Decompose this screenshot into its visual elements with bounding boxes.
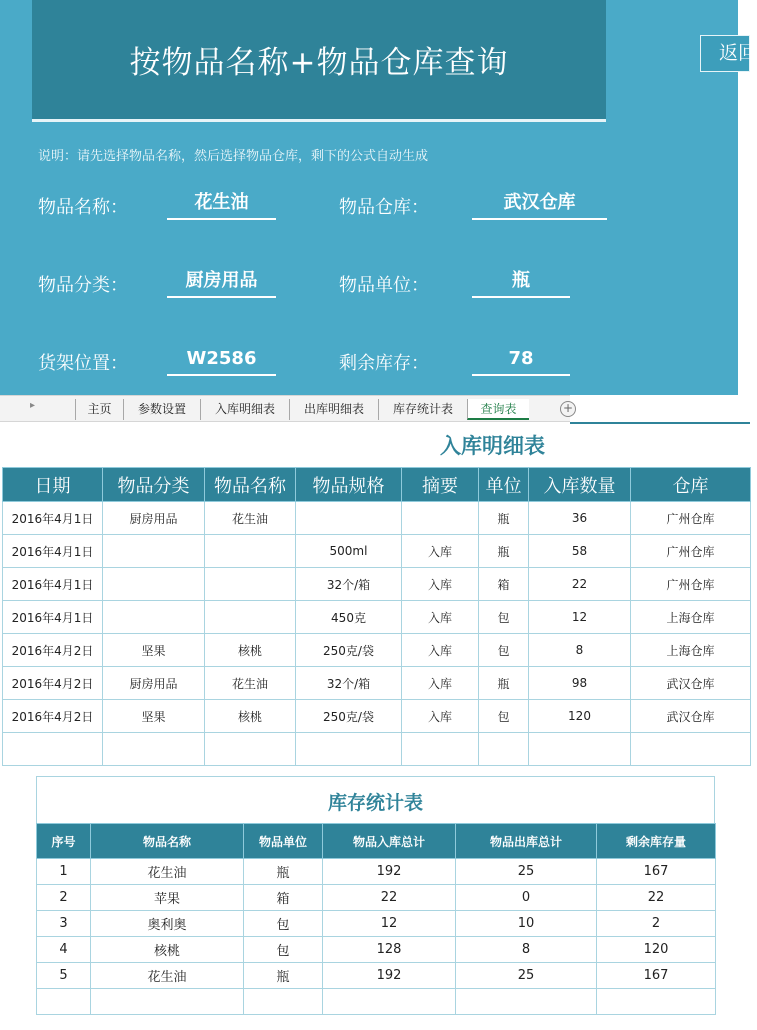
page-title: 按物品名称+物品仓库查询 <box>129 45 509 81</box>
stock-cell[interactable]: 128 <box>323 937 456 963</box>
stock-summary-table <box>36 823 716 1015</box>
inbound-cell[interactable]: 花生油 <box>205 667 296 700</box>
stock-cell[interactable]: 3 <box>37 911 91 937</box>
stock-cell[interactable]: 苹果 <box>91 885 244 911</box>
stock-cell[interactable]: 25 <box>456 859 597 885</box>
inbound-cell[interactable] <box>103 535 205 568</box>
stock-cell[interactable]: 22 <box>323 885 456 911</box>
inbound-header-cell: 摘要 <box>402 468 479 502</box>
inbound-cell[interactable] <box>296 502 402 535</box>
stock-cell[interactable]: 瓶 <box>244 859 323 885</box>
inbound-cell[interactable]: 2016年4月2日 <box>3 700 103 733</box>
inbound-header-cell: 物品规格 <box>296 468 402 502</box>
tab-scroll-icon[interactable]: ▸ <box>30 400 36 411</box>
inbound-cell[interactable] <box>205 733 296 766</box>
add-sheet-icon[interactable]: + <box>560 401 576 417</box>
inbound-cell[interactable]: 箱 <box>479 568 529 601</box>
inbound-cell[interactable]: 2016年4月1日 <box>3 502 103 535</box>
inbound-cell[interactable]: 上海仓库 <box>631 634 751 667</box>
stock-cell[interactable] <box>37 989 91 1015</box>
item-name-label: 物品名称： <box>38 197 128 218</box>
inbound-cell[interactable] <box>529 733 631 766</box>
item-name-value[interactable]: 花生油 <box>167 190 276 220</box>
inbound-cell[interactable]: 入库 <box>402 535 479 568</box>
stock-cell[interactable]: 5 <box>37 963 91 989</box>
inbound-cell[interactable]: 2016年4月2日 <box>3 667 103 700</box>
inbound-table <box>2 467 751 766</box>
inbound-cell[interactable]: 入库 <box>402 700 479 733</box>
stock-cell[interactable]: 1 <box>37 859 91 885</box>
inbound-cell[interactable]: 包 <box>479 700 529 733</box>
shelf-label: 货架位置： <box>38 353 128 374</box>
stock-header-cell: 物品入库总计 <box>323 824 456 859</box>
inbound-cell[interactable]: 武汉仓库 <box>631 700 751 733</box>
inbound-cell[interactable]: 花生油 <box>205 502 296 535</box>
inbound-header-row <box>3 468 751 502</box>
inbound-cell[interactable]: 上海仓库 <box>631 601 751 634</box>
table-row <box>3 535 751 568</box>
inbound-header-cell: 入库数量 <box>529 468 631 502</box>
inbound-cell[interactable]: 厨房用品 <box>103 667 205 700</box>
inbound-header-cell: 物品名称 <box>205 468 296 502</box>
stock-cell[interactable]: 包 <box>244 937 323 963</box>
sheet-tab-bar <box>0 395 574 422</box>
inbound-cell[interactable]: 12 <box>529 601 631 634</box>
inbound-cell[interactable]: 500ml <box>296 535 402 568</box>
stock-header-cell: 序号 <box>37 824 91 859</box>
stock-cell[interactable]: 2 <box>597 911 716 937</box>
category-label: 物品分类： <box>38 275 128 296</box>
stock-cell[interactable]: 4 <box>37 937 91 963</box>
inbound-cell[interactable]: 核桃 <box>205 634 296 667</box>
tab-outbound-detail[interactable]: 出库明细表 <box>289 399 378 420</box>
stock-header-cell: 物品名称 <box>91 824 244 859</box>
inbound-cell[interactable] <box>205 535 296 568</box>
inbound-cell[interactable]: 厨房用品 <box>103 502 205 535</box>
inbound-cell[interactable]: 32个/箱 <box>296 667 402 700</box>
inbound-cell[interactable] <box>103 568 205 601</box>
warehouse-value[interactable]: 武汉仓库 <box>472 190 607 220</box>
stock-body <box>37 859 716 1015</box>
stock-header-cell: 物品单位 <box>244 824 323 859</box>
stock-cell[interactable]: 192 <box>323 963 456 989</box>
stock-cell[interactable]: 花生油 <box>91 963 244 989</box>
stock-cell[interactable]: 瓶 <box>244 963 323 989</box>
inbound-cell[interactable]: 250克/袋 <box>296 700 402 733</box>
stock-cell[interactable]: 奥利奥 <box>91 911 244 937</box>
inbound-header-cell: 仓库 <box>631 468 751 502</box>
inbound-cell[interactable]: 武汉仓库 <box>631 667 751 700</box>
inbound-cell[interactable]: 坚果 <box>103 634 205 667</box>
stock-cell[interactable]: 25 <box>456 963 597 989</box>
table-row <box>3 634 751 667</box>
unit-label: 物品单位： <box>339 275 429 296</box>
inbound-cell[interactable]: 8 <box>529 634 631 667</box>
table-row <box>3 700 751 733</box>
inbound-header-cell: 物品分类 <box>103 468 205 502</box>
inbound-cell[interactable]: 98 <box>529 667 631 700</box>
stock-cell[interactable]: 8 <box>456 937 597 963</box>
inbound-header-cell: 日期 <box>3 468 103 502</box>
inbound-table-title: 入库明细表 <box>440 434 545 458</box>
stock-header-cell: 物品出库总计 <box>456 824 597 859</box>
tab-home[interactable]: 主页 <box>75 399 123 420</box>
inbound-header-cell: 单位 <box>479 468 529 502</box>
table-row <box>37 989 716 1015</box>
stock-cell[interactable] <box>244 989 323 1015</box>
stock-cell[interactable] <box>597 989 716 1015</box>
stock-header-cell: 剩余库存量 <box>597 824 716 859</box>
stock-cell[interactable] <box>323 989 456 1015</box>
unit-value: 瓶 <box>472 268 570 298</box>
stock-cell[interactable]: 2 <box>37 885 91 911</box>
stock-summary-title: 库存统计表 <box>327 792 423 814</box>
inbound-cell[interactable]: 入库 <box>402 634 479 667</box>
inbound-cell[interactable]: 入库 <box>402 568 479 601</box>
tab-inbound-detail[interactable]: 入库明细表 <box>200 399 289 420</box>
table-row <box>37 963 716 989</box>
table-row <box>3 601 751 634</box>
stock-cell[interactable]: 120 <box>597 937 716 963</box>
table-row <box>3 568 751 601</box>
category-value: 厨房用品 <box>167 268 276 298</box>
tab-query[interactable]: 查询表 <box>467 399 529 420</box>
inbound-cell[interactable]: 58 <box>529 535 631 568</box>
stock-cell[interactable]: 22 <box>597 885 716 911</box>
inbound-cell[interactable]: 包 <box>479 601 529 634</box>
tab-stock-summary[interactable]: 库存统计表 <box>378 399 467 420</box>
table-row <box>37 937 716 963</box>
stock-cell[interactable]: 192 <box>323 859 456 885</box>
inbound-cell[interactable]: 广州仓库 <box>631 535 751 568</box>
inbound-cell[interactable]: 32个/箱 <box>296 568 402 601</box>
inbound-cell[interactable] <box>631 733 751 766</box>
stock-cell[interactable]: 12 <box>323 911 456 937</box>
inbound-cell[interactable] <box>402 733 479 766</box>
table-row <box>3 502 751 535</box>
stock-cell[interactable]: 167 <box>597 859 716 885</box>
warehouse-label: 物品仓库： <box>339 197 429 218</box>
inbound-cell[interactable] <box>103 733 205 766</box>
inbound-cell[interactable]: 坚果 <box>103 700 205 733</box>
table-row <box>37 911 716 937</box>
inbound-cell[interactable] <box>205 601 296 634</box>
inbound-cell[interactable]: 核桃 <box>205 700 296 733</box>
inbound-cell[interactable]: 250克/袋 <box>296 634 402 667</box>
inbound-cell[interactable]: 2016年4月1日 <box>3 568 103 601</box>
table-row <box>37 885 716 911</box>
inbound-cell[interactable]: 瓶 <box>479 535 529 568</box>
query-panel <box>0 0 738 395</box>
stock-cell[interactable]: 包 <box>244 911 323 937</box>
inbound-cell[interactable] <box>402 502 479 535</box>
tab-parameters[interactable]: 参数设置 <box>123 399 200 420</box>
stock-cell[interactable]: 箱 <box>244 885 323 911</box>
instruction-note: 说明：请先选择物品名称，然后选择物品仓库，剩下的公式自动生成 <box>38 149 429 164</box>
inbound-cell[interactable]: 广州仓库 <box>631 568 751 601</box>
stock-cell[interactable]: 10 <box>456 911 597 937</box>
inbound-cell[interactable] <box>205 568 296 601</box>
sheet-divider <box>570 422 750 424</box>
inbound-cell[interactable] <box>296 733 402 766</box>
query-title-box <box>32 0 606 122</box>
inbound-cell[interactable]: 2016年4月2日 <box>3 634 103 667</box>
inbound-cell[interactable]: 入库 <box>402 667 479 700</box>
inbound-cell[interactable] <box>3 733 103 766</box>
table-row <box>37 859 716 885</box>
inbound-cell[interactable]: 广州仓库 <box>631 502 751 535</box>
inbound-cell[interactable]: 22 <box>529 568 631 601</box>
back-button[interactable]: 返回 <box>700 35 750 72</box>
stock-label: 剩余库存： <box>339 353 429 374</box>
stock-cell[interactable]: 核桃 <box>91 937 244 963</box>
table-row <box>3 667 751 700</box>
inbound-cell[interactable]: 2016年4月1日 <box>3 601 103 634</box>
inbound-cell[interactable] <box>479 733 529 766</box>
inbound-cell[interactable]: 包 <box>479 634 529 667</box>
stock-value: 78 <box>472 346 570 376</box>
inbound-cell[interactable] <box>103 601 205 634</box>
inbound-cell[interactable]: 120 <box>529 700 631 733</box>
inbound-cell[interactable]: 2016年4月1日 <box>3 535 103 568</box>
stock-cell[interactable]: 花生油 <box>91 859 244 885</box>
stock-cell[interactable] <box>456 989 597 1015</box>
inbound-cell[interactable]: 36 <box>529 502 631 535</box>
stock-cell[interactable]: 0 <box>456 885 597 911</box>
stock-header-row <box>37 824 716 859</box>
inbound-cell[interactable]: 入库 <box>402 601 479 634</box>
table-row <box>3 733 751 766</box>
inbound-body <box>3 502 751 766</box>
inbound-cell[interactable]: 瓶 <box>479 667 529 700</box>
stock-cell[interactable] <box>91 989 244 1015</box>
inbound-cell[interactable]: 450克 <box>296 601 402 634</box>
inbound-cell[interactable]: 瓶 <box>479 502 529 535</box>
stock-cell[interactable]: 167 <box>597 963 716 989</box>
shelf-value: W2586 <box>167 346 276 376</box>
